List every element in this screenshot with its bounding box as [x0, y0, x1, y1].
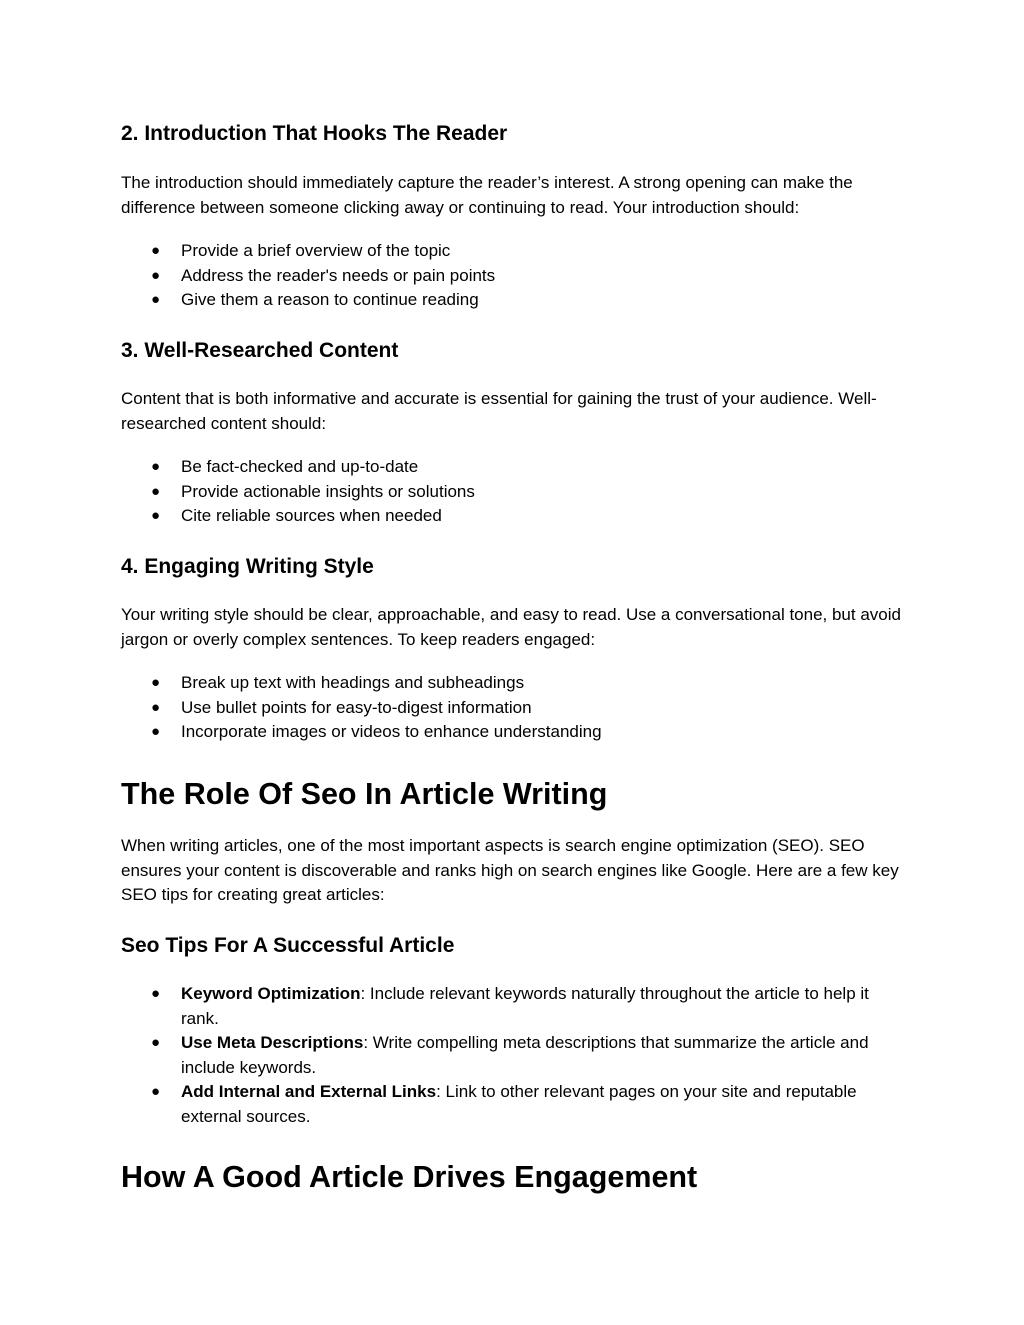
research-bullet-list [121, 455, 911, 529]
list-item: ● Be fact-checked and up-to-date [121, 455, 911, 480]
tip-term: Use Meta Descriptions [181, 1033, 364, 1052]
tip-text: : Include relevant keywords naturally throughout the article to help it rank. [181, 984, 869, 1028]
research-paragraph: Content that is both informative and accurate is essential for gaining the trust of your audience. Well-researched content should: [121, 389, 877, 433]
list-item: ● Incorporate images or videos to enhance understanding [121, 720, 911, 745]
list-item: ● Address the reader's needs or pain points [121, 264, 911, 289]
list-item: ● Provide a brief overview of the topic [121, 239, 911, 264]
section-heading-engagement: How A Good Article Drives Engagement [121, 1160, 698, 1194]
bullet-icon: ● [151, 985, 161, 1002]
bullet-icon: ● [151, 266, 161, 284]
bullet-icon: ● [151, 482, 161, 500]
list-item: ● Use bullet points for easy-to-digest information [121, 696, 911, 721]
list-item: ● Break up text with headings and subheadings [121, 671, 911, 696]
seo-tips-subheading: Seo Tips For A Successful Article [121, 934, 455, 957]
bullet-icon: ● [151, 698, 161, 716]
section-heading-intro: 2. Introduction That Hooks The Reader [121, 122, 508, 145]
list-item [121, 1080, 911, 1129]
tip-text: : Link to other relevant pages on your site and reputable external sources. [181, 1082, 857, 1126]
list-item: ● Provide actionable insights or solutions [121, 480, 911, 505]
bullet-icon: ● [151, 291, 161, 308]
seo-paragraph: When writing articles, one of the most important aspects is search engine optimization (SEO). SEO ensures your content is discoverable and ranks high on search engines like Google. Here are a few key SEO tips for creating great articles: [121, 836, 899, 904]
bullet-icon: ● [151, 723, 161, 740]
intro-paragraph: The introduction should immediately capture the reader’s interest. A strong opening can make the difference between someone clicking away or continuing to read. Your introduction should: [121, 173, 853, 217]
intro-bullet-list [121, 239, 911, 313]
bullet-icon: ● [151, 242, 161, 259]
bullet-icon: ● [151, 507, 161, 524]
bullet-icon: ● [151, 674, 161, 691]
section-heading-research: 3. Well-Researched Content [121, 339, 399, 362]
list-item [121, 982, 911, 1031]
seo-tips-list [121, 982, 911, 1129]
list-item [121, 1031, 911, 1080]
list-item: ● Give them a reason to continue reading [121, 288, 911, 313]
tip-term: Add Internal and External Links [181, 1082, 437, 1101]
tip-text: : Write compelling meta descriptions that summarize the article and include keywords. [181, 1033, 869, 1077]
section-heading-seo: The Role Of Seo In Article Writing [121, 777, 608, 811]
bullet-icon: ● [151, 1083, 161, 1100]
list-item: ● Cite reliable sources when needed [121, 504, 911, 529]
style-paragraph: Your writing style should be clear, approachable, and easy to read. Use a conversational tone, but avoid jargon or overly complex sentences. To keep readers engaged: [121, 605, 901, 649]
bullet-icon: ● [151, 1034, 161, 1051]
section-heading-style: 4. Engaging Writing Style [121, 555, 374, 578]
style-bullet-list [121, 671, 911, 745]
bullet-icon: ● [151, 458, 161, 475]
tip-term: Keyword Optimization [181, 984, 361, 1003]
